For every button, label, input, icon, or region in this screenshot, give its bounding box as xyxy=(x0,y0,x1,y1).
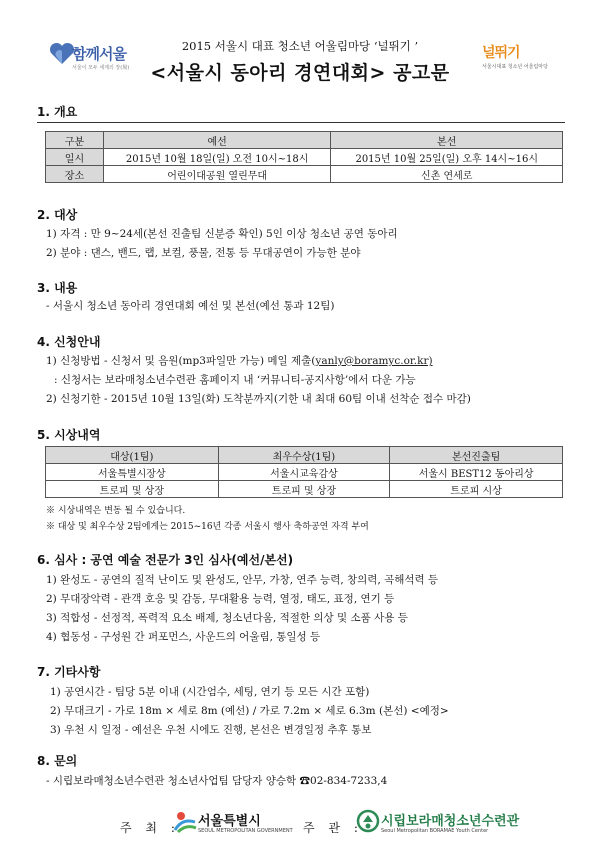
section-2-line: 2) 분야 : 댄스, 밴드, 랩, 보컬, 풍물, 전통 등 무대공연이 가능한 분야 xyxy=(46,247,361,259)
awards-table xyxy=(45,446,563,498)
table-cell: 트로피 및 상장 xyxy=(46,481,219,498)
host-name: 서울특별시 xyxy=(198,814,261,829)
table-row xyxy=(46,166,563,183)
section-1-rule xyxy=(37,122,565,123)
section-7-title: 7. 기타사항 xyxy=(37,665,101,679)
table-cell: 신촌 연세로 xyxy=(331,166,563,183)
section-3-line: - 서울시 청소년 동아리 경연대회 예선 및 본선(예선 통과 12팀) xyxy=(46,300,335,312)
section-7-line: 2) 무대크기 - 가로 18m × 세로 8m (예선) / 가로 7.2m × 세로 6.3m (본선) <예정> xyxy=(50,705,449,717)
application-method-text: 1) 신청방법 - 신청서 및 음원(mp3파일만 가능) 메일 제출( xyxy=(46,355,316,367)
section-7-line: 1) 공연시간 - 팀당 5분 이내 (시간엄수, 세팅, 연기 등 모든 시간 포함) xyxy=(50,686,370,698)
table-row xyxy=(46,464,563,481)
organizer-name: 시립보라매청소년수련관 xyxy=(381,814,520,829)
section-7-line: 3) 우천 시 일정 - 예선은 우천 시에도 진행, 본선은 변경일정 추후 통보 xyxy=(50,724,372,736)
table-header-cell: 최우수상(1팀) xyxy=(218,447,390,464)
host-name-en: SEOUL METROPOLITAN GOVERNMENT xyxy=(198,828,293,834)
table-cell: 트로피 및 상장 xyxy=(218,481,390,498)
table-header-cell: 예선 xyxy=(103,132,331,149)
seoul-city-logo xyxy=(172,808,293,842)
section-4-line: : 신청서는 보라매청소년수련관 홈페이지 내 ‘커뮤니티-공지사항’에서 다운 가능 xyxy=(54,374,416,386)
neolttwigi-logo xyxy=(482,42,548,82)
host-label: 주 최 : xyxy=(120,821,180,835)
logo-right-sub: 서울시대표 청소년 어울림마당 xyxy=(482,64,548,70)
section-1-title: 1. 개요 xyxy=(37,105,78,119)
overview-table xyxy=(45,131,563,183)
logo-right-text: 널뛰기 xyxy=(482,45,520,61)
section-4-title: 4. 신청안내 xyxy=(37,335,101,349)
awards-note: ※ 대상 및 최우수상 2팀에게는 2015~16년 각종 서울시 행사 축하공연 자격 부여 xyxy=(46,522,369,532)
table-cell: 어린이대공원 열린무대 xyxy=(103,166,331,183)
table-cell: 장소 xyxy=(46,166,104,183)
seoul-emblem-icon xyxy=(172,808,198,834)
table-row xyxy=(46,149,563,166)
table-cell: 2015년 10월 25일(일) 오후 14시~16시 xyxy=(331,149,563,166)
table-header-cell: 구분 xyxy=(46,132,104,149)
table-cell: 트로피 시상 xyxy=(390,481,563,498)
section-6-line: 4) 협동성 - 구성원 간 퍼포먼스, 사운드의 어울림, 통일성 등 xyxy=(46,631,321,643)
logo-left-tagline: 서울이 모두 세계의 장(場) xyxy=(72,65,130,71)
section-6-line: 2) 무대장악력 - 관객 호응 및 감동, 무대활용 능력, 열정, 태도, 표정, 연기 등 xyxy=(46,593,395,605)
section-2-line: 1) 자격 : 만 9~24세(본선 진출팀 신분증 확인) 5인 이상 청소년 공연 동아리 xyxy=(46,228,398,240)
table-cell: 서울시교육감상 xyxy=(218,464,390,481)
section-3-title: 3. 내용 xyxy=(37,281,78,295)
table-header-row xyxy=(46,132,563,149)
table-header-row xyxy=(46,447,563,464)
organizer-label: 주 관 : xyxy=(303,821,363,835)
table-header-cell: 대상(1팀) xyxy=(46,447,219,464)
section-8-title: 8. 문의 xyxy=(37,754,78,768)
email-link[interactable]: yanly@boramyc.or.kr) xyxy=(315,355,433,367)
table-cell: 서울시 BEST12 동아리상 xyxy=(390,464,563,481)
logo-left-text: 함께서울 xyxy=(72,45,126,63)
section-4-line xyxy=(46,353,433,368)
header xyxy=(0,30,600,90)
footer xyxy=(0,802,600,842)
table-header-cell: 본선 xyxy=(331,132,563,149)
section-2-title: 2. 대상 xyxy=(37,208,78,222)
document-title: <서울시 동아리 경연대회> 공고문 xyxy=(150,62,450,84)
document-subtitle: 2015 서울시 대표 청소년 어울림마당 ‘널뛰기 ’ xyxy=(181,39,419,53)
table-cell: 서울특별시장상 xyxy=(46,464,219,481)
boramae-emblem-icon xyxy=(355,808,381,834)
section-6-line: 1) 완성도 - 공연의 질적 난이도 및 완성도, 안무, 가창, 연주 능력, 창의력, 곡해석력 등 xyxy=(46,574,439,586)
table-header-cell: 본선진출팀 xyxy=(390,447,563,464)
boramae-logo xyxy=(355,808,520,842)
table-cell: 2015년 10월 18일(일) 오전 10시~18시 xyxy=(103,149,331,166)
section-6-line: 3) 적합성 - 선정적, 폭력적 요소 배제, 청소년다움, 적절한 의상 및 소품 사용 등 xyxy=(46,612,408,624)
awards-note: ※ 시상내역은 변동 될 수 있습니다. xyxy=(46,506,186,516)
table-row xyxy=(46,481,563,498)
section-8-line: - 시립보라매청소년수련관 청소년사업팀 담당자 양승학 ☎02-834-7233,4 xyxy=(46,775,388,787)
section-5-title: 5. 시상내역 xyxy=(37,428,101,442)
organizer-name-en: Seoul Metropolitan BORAMAE Youth Center xyxy=(381,828,489,834)
section-6-title: 6. 심사 : 공연 예술 전문가 3인 심사(예선/본선) xyxy=(37,553,294,567)
table-cell: 일시 xyxy=(46,149,104,166)
section-4-line: 2) 신청기한 - 2015년 10월 13일(화) 도착분까지(기한 내 최대 60팀 이내 선착순 접수 마감) xyxy=(46,393,471,405)
